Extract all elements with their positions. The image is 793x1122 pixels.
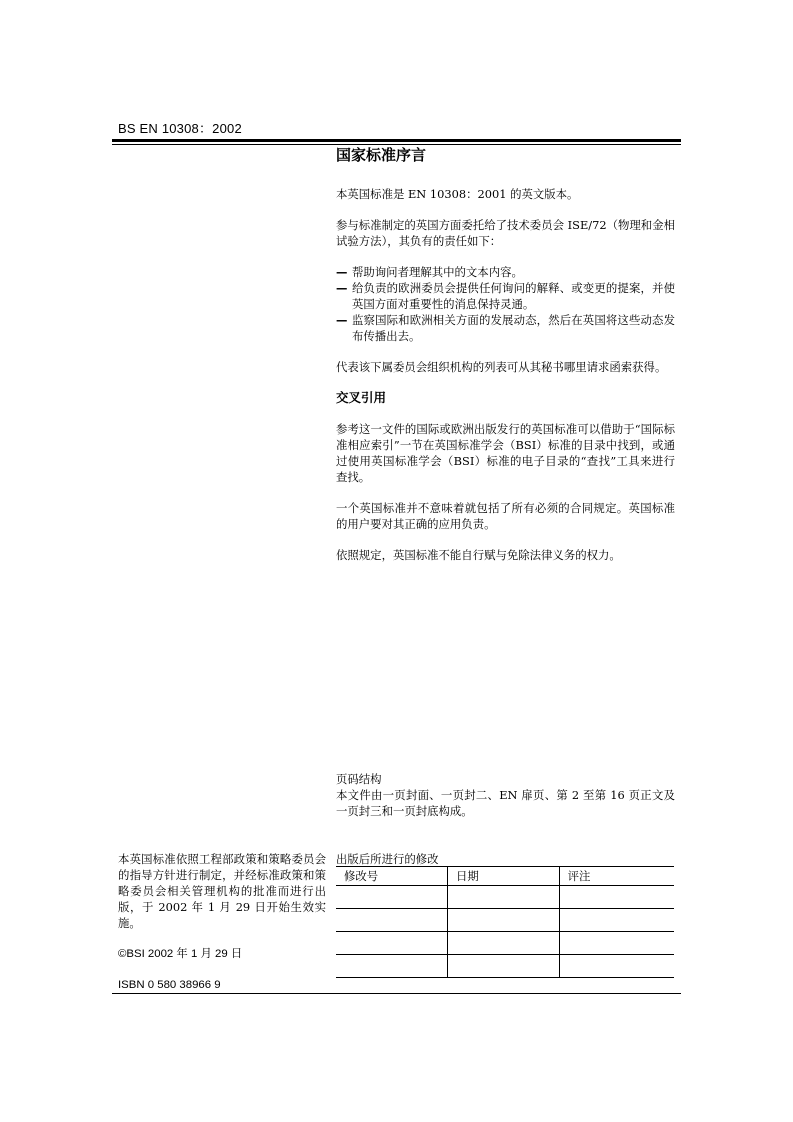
subcommittee-paragraph: 代表该下属委员会组织机构的列表可从其秘书哪里请求函索获得。: [336, 360, 667, 374]
list-item: — 帮助询问者理解其中的文本内容。: [336, 265, 523, 279]
table-row: [336, 909, 674, 932]
table-header-row: [336, 867, 674, 886]
dash-bullet: —: [336, 313, 348, 327]
column-header: 评注: [559, 867, 674, 886]
committee-paragraph: 参与标准制定的英国方面委托给了技术委员会 ISE/72（物理和金相试验方法），其负有的责任如下：: [336, 218, 675, 248]
table-row: [336, 886, 674, 909]
cross-reference-heading: 交叉引用: [336, 390, 387, 405]
table-cell: [448, 932, 560, 955]
footer-rule: [112, 993, 681, 994]
table-cell: [336, 955, 448, 978]
table-cell: [448, 955, 560, 978]
page-structure-text: 本文件由一页封面、一页封二、EN 扉页、第 2 至第 16 页正文及一页封三和一页封底构成。: [336, 788, 675, 818]
cross-reference-paragraph: 参考这一文件的国际或欧洲出版发行的英国标准可以借助于“国际标准相应索引”一节在英国标准学会（BSI）标准的目录中找到，或通过使用英国标准学会（BSI）标准的电子目录的“查找”工具来进行查找。: [336, 422, 675, 484]
column-header: 日期: [448, 867, 560, 886]
list-item: — 监察国际和欧洲相关方面的发展动态，然后在英国将这些动态发布传播出去。: [336, 313, 675, 343]
legal-paragraph: 依照规定，英国标准不能自行赋与免除法律义务的权力。: [336, 548, 621, 562]
amendments-table: [336, 866, 674, 978]
column-header: 修改号: [336, 867, 448, 886]
copyright-text: ©BSI 2002 年 1 月 29 日: [118, 948, 243, 960]
table-cell: [448, 909, 560, 932]
page-structure-heading: 页码结构: [336, 772, 382, 786]
table-row: [336, 932, 674, 955]
header-rule-thin: [112, 144, 681, 145]
left-column: [118, 851, 326, 993]
table-cell: [559, 886, 674, 909]
main-column: [336, 146, 675, 563]
isbn-text: ISBN 0 580 38966 9: [118, 979, 221, 991]
intro-paragraph: 本英国标准是 EN 10308：2001 的英文版本。: [336, 187, 579, 201]
dash-bullet: —: [336, 265, 348, 279]
page-structure-block: [336, 771, 675, 819]
contract-paragraph: 一个英国标准并不意味着就包括了所有必须的合同规定。英国标准的用户要对其正确的应用负责。: [336, 501, 675, 531]
table-cell: [559, 932, 674, 955]
approval-text: 本英国标准依照工程部政策和策略委员会的指导方针进行制定，并经标准政策和策略委员会相关管理机构的批准而进行出版，于 2002 年 1 月 29 日开始生效实施。: [118, 852, 326, 930]
table-cell: [559, 909, 674, 932]
table-cell: [336, 932, 448, 955]
table-cell: [336, 909, 448, 932]
table-cell: [448, 886, 560, 909]
document-code: BS EN 10308：2002: [118, 121, 242, 136]
responsibility-list: [336, 264, 675, 344]
amendments-title: 出版后所进行的修改: [336, 852, 439, 866]
page-title: 国家标准序言: [336, 146, 427, 164]
table-cell: [559, 955, 674, 978]
table-cell: [336, 886, 448, 909]
dash-bullet: —: [336, 281, 348, 295]
header-rule-thick: [112, 139, 681, 142]
table-row: [336, 955, 674, 978]
list-item: — 给负责的欧洲委员会提供任何询问的解释、或变更的提案，并使英国方面对重要性的消息保持灵通。: [336, 281, 675, 311]
